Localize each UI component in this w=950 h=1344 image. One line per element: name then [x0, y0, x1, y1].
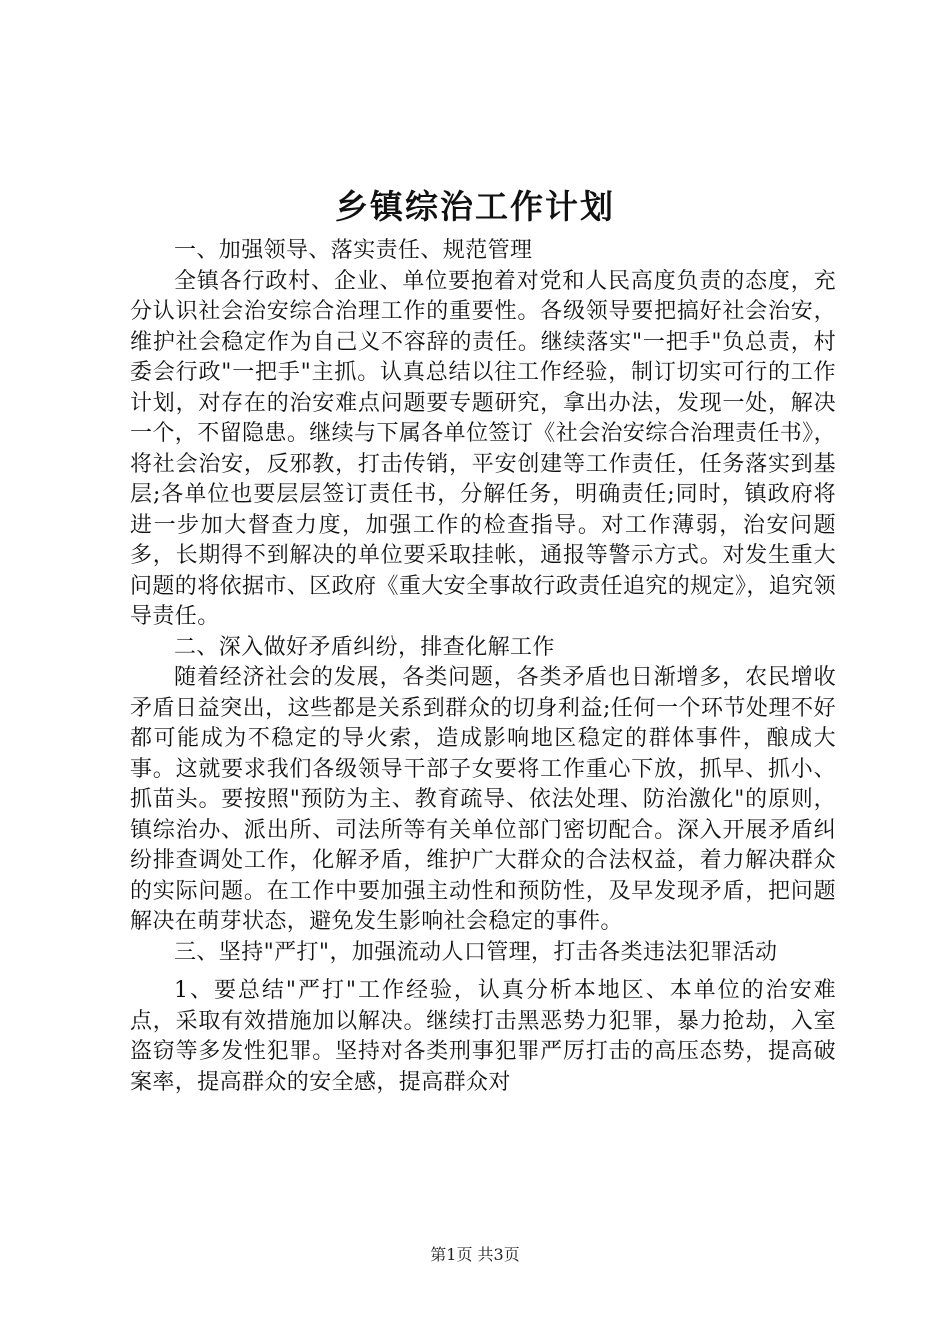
section-1-heading: 一、加强领导、落实责任、规范管理 [174, 238, 533, 263]
page-footer: 第1页 共3页 [430, 1245, 520, 1264]
section-2-heading: 二、深入做好矛盾纠纷，排查化解工作 [174, 634, 555, 660]
section-2-paragraph: 随着经济社会的发展，各类问题，各类矛盾也日渐增多，农民增收矛盾日益突出，这些都是关系到群众的切身利益;任何一个环节处理不好都可能成为不稳定的导火索，造成影响地区稳定的群体事件，酿成大事。这就要求我们各级领导干部子女要将工作重心下放，抓早、抓小、抓苗头。要按照"预防为主、教育疏导、依法处理、防治激化"的原则，镇综治办、派出所、司法所等有关单位部门密切配合。深入开展矛盾纠纷排查调处工作，化解矛盾，维护广大群众的合法权益，着力解决群众的实际问题。在工作中要加强主动性和预防性，及早发现矛盾，把问题解决在萌芽状态，避免发生影响社会稳定的事件。 [130, 665, 836, 934]
document-body [130, 236, 836, 1098]
document-title: 乡镇综治工作计划 [335, 187, 615, 226]
section-3-paragraph: 1、要总结"严打"工作经验，认真分析本地区、本单位的治安难点，采取有效措施加以解决。继续打击黑恶势力犯罪，暴力抢劫，入室盗窃等多发性犯罪。坚持对各类刑事犯罪严厉打击的高压态势，提高破案率，提高群众的安全感，提高群众对 [130, 978, 836, 1095]
section-3-heading: 三、坚持"严打"，加强流动人口管理，打击各类违法犯罪活动 [174, 939, 778, 965]
section-1-paragraph: 全镇各行政村、企业、单位要抱着对党和人民高度负责的态度，充分认识社会治安综合治理工作的重要性。各级领导要把搞好社会治安，维护社会稳定作为自己义不容辞的责任。继续落实"一把手"负总责，村委会行政"一把手"主抓。认真总结以往工作经验，制订切实可行的工作计划，对存在的治安难点问题要专题研究，拿出办法，发现一处，解决一个，不留隐患。继续与下属各单位签订《社会治安综合治理责任书》，将社会治安，反邪教，打击传销，平安创建等工作责任，任务落实到基层;各单位也要层层签订责任书，分解任务，明确责任;同时，镇政府将进一步加大督查力度，加强工作的检查指导。对工作薄弱，治安问题多，长期得不到解决的单位要采取挂帐，通报等警示方式。对发生重大问题的将依据市、区政府《重大安全事故行政责任追究的规定》，追究领导责任。 [130, 268, 836, 629]
